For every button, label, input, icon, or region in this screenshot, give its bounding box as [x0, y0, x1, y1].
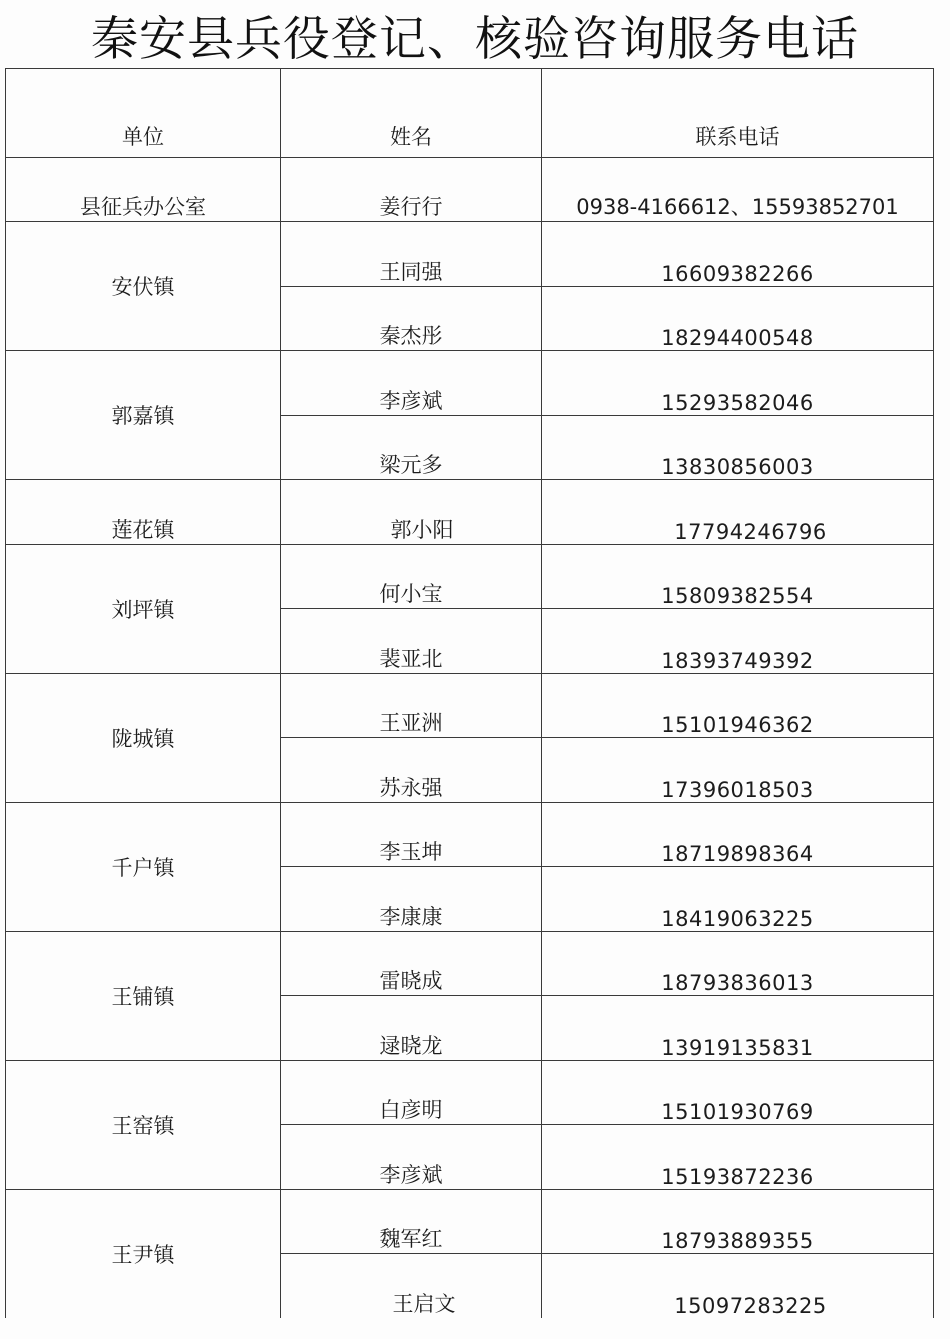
header-name: 姓名	[281, 69, 542, 158]
unit-cell: 莲花镇	[6, 480, 281, 545]
name-cell: 王亚洲	[281, 673, 542, 738]
phone-cell: 15193872236	[542, 1125, 934, 1190]
phone-cell: 17396018503	[542, 738, 934, 803]
header-row	[6, 69, 934, 158]
name-cell: 裴亚北	[281, 609, 542, 674]
name-cell: 魏军红	[281, 1189, 542, 1254]
phone-cell: 15809382554	[542, 544, 934, 609]
phone-cell: 18793836013	[542, 931, 934, 996]
name-cell: 逯晓龙	[281, 996, 542, 1061]
name-cell: 李彦斌	[281, 1125, 542, 1190]
name-cell: 姜行行	[281, 158, 542, 222]
name-cell: 李彦斌	[281, 351, 542, 416]
name-cell: 秦杰彤	[281, 286, 542, 351]
table-row	[6, 480, 934, 545]
unit-cell: 刘坪镇	[6, 544, 281, 673]
unit-cell: 安伏镇	[6, 222, 281, 351]
phone-cell: 15101946362	[542, 673, 934, 738]
phone-cell: 18393749392	[542, 609, 934, 674]
table-row	[6, 222, 934, 287]
contact-table	[5, 68, 934, 1319]
table-row	[6, 802, 934, 867]
page-title: 秦安县兵役登记、核验咨询服务电话	[91, 12, 859, 67]
phone-cell: 13919135831	[542, 996, 934, 1061]
phone-cell: 15097283225	[542, 1254, 934, 1319]
header-phone: 联系电话	[542, 69, 934, 158]
unit-cell: 千户镇	[6, 802, 281, 931]
phone-cell: 17794246796	[542, 480, 934, 545]
name-cell: 苏永强	[281, 738, 542, 803]
table-row	[6, 158, 934, 222]
phone-cell: 15101930769	[542, 1060, 934, 1125]
unit-cell: 县征兵办公室	[6, 158, 281, 222]
table-row	[6, 1189, 934, 1254]
table-row	[6, 351, 934, 416]
phone-cell: 0938-4166612、15593852701	[542, 158, 934, 222]
name-cell: 王同强	[281, 222, 542, 287]
phone-cell: 13830856003	[542, 415, 934, 480]
phone-cell: 18719898364	[542, 802, 934, 867]
name-cell: 何小宝	[281, 544, 542, 609]
phone-cell: 18793889355	[542, 1189, 934, 1254]
unit-cell: 陇城镇	[6, 673, 281, 802]
name-cell: 李玉坤	[281, 802, 542, 867]
phone-cell: 18294400548	[542, 286, 934, 351]
table-row	[6, 673, 934, 738]
name-cell: 梁元多	[281, 415, 542, 480]
phone-cell: 18419063225	[542, 867, 934, 932]
unit-cell: 郭嘉镇	[6, 351, 281, 480]
name-cell: 雷晓成	[281, 931, 542, 996]
name-cell: 白彦明	[281, 1060, 542, 1125]
header-unit: 单位	[6, 69, 281, 158]
page-cutoff	[0, 1318, 950, 1339]
name-cell: 郭小阳	[281, 480, 542, 545]
phone-cell: 16609382266	[542, 222, 934, 287]
unit-cell: 王窑镇	[6, 1060, 281, 1189]
name-cell: 王启文	[281, 1254, 542, 1319]
phone-cell: 15293582046	[542, 351, 934, 416]
table-row	[6, 1060, 934, 1125]
table-row	[6, 544, 934, 609]
unit-cell: 王尹镇	[6, 1189, 281, 1318]
name-cell: 李康康	[281, 867, 542, 932]
table-row	[6, 931, 934, 996]
unit-cell: 王铺镇	[6, 931, 281, 1060]
